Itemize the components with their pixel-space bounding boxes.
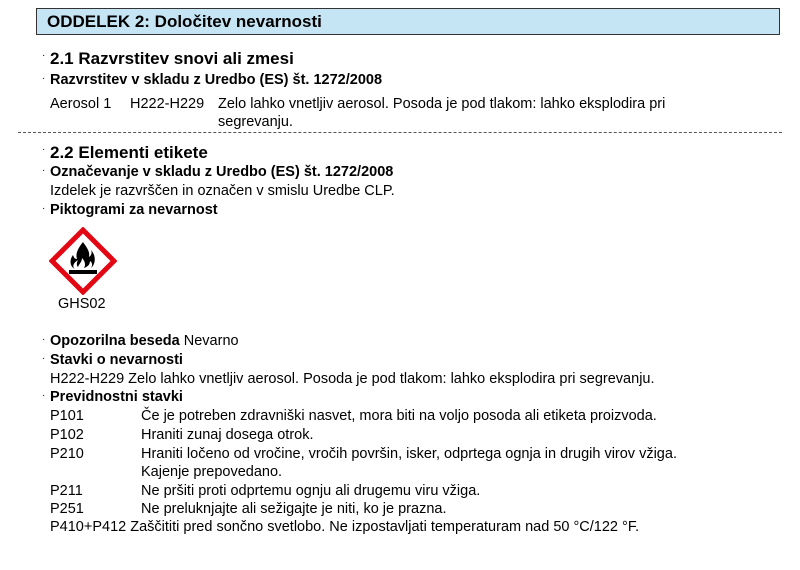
precaution-code: P251 xyxy=(50,501,84,517)
signal-word: Nevarno xyxy=(183,333,239,349)
bullet-dot: · xyxy=(42,334,46,345)
precaution-text: Hraniti zunaj dosega otrok. xyxy=(141,427,314,443)
bullet-dot: · xyxy=(42,144,46,155)
classification-codes: H222-H229 xyxy=(130,96,205,112)
signal-word-row xyxy=(50,333,239,349)
precaution-text: Ne preluknjajte ali sežigajte je niti, ko je prazna. xyxy=(141,501,447,517)
section-divider xyxy=(18,132,782,133)
precaution-text: Hraniti ločeno od vročine, vročih površin, isker, odprtega ognja in drugih virov vžiga. xyxy=(141,446,677,462)
section-header xyxy=(36,8,780,35)
classification-subheading: Razvrstitev v skladu z Uredbo (ES) št. 1272/2008 xyxy=(50,72,383,88)
classification-category: Aerosol 1 xyxy=(50,96,112,112)
bullet-dot: · xyxy=(42,390,46,401)
flame-pictogram-icon xyxy=(49,227,117,295)
bullet-dot: · xyxy=(42,165,46,176)
precaution-code: P102 xyxy=(50,427,84,443)
precaution-text: Če je potreben zdravniški nasvet, mora biti na voljo posoda ali etiketa proizvoda. xyxy=(141,408,657,424)
hazard-heading: Stavki o nevarnosti xyxy=(50,352,183,368)
precaution-heading: Previdnostni stavki xyxy=(50,389,183,405)
bullet-dot: · xyxy=(42,203,46,214)
labelling-text: Izdelek je razvrščen in označen v smislu Uredbe CLP. xyxy=(50,183,395,199)
precaution-text-cont: Kajenje prepovedano. xyxy=(141,464,283,480)
hazard-text: H222-H229 Zelo lahko vnetljiv aerosol. Posoda je pod tlakom: lahko eksplodira pri segrevanju. xyxy=(50,371,655,387)
signal-word-label: Opozorilna beseda xyxy=(50,333,180,349)
classification-text: Zelo lahko vnetljiv aerosol. Posoda je pod tlakom: lahko eksplodira pri xyxy=(218,96,666,112)
pictograms-heading: Piktogrami za nevarnost xyxy=(50,202,218,218)
precaution-combined: P410+P412 Zaščititi pred sončno svetlobo. Ne izpostavljati temperaturam nad 50 °C/122 °F. xyxy=(50,519,640,535)
section-title: ODDELEK 2: Določitev nevarnosti xyxy=(47,12,322,31)
pictogram-label: GHS02 xyxy=(58,296,106,312)
precaution-code: P101 xyxy=(50,408,84,424)
bullet-dot: · xyxy=(42,353,46,364)
precaution-code: P211 xyxy=(50,483,83,499)
classification-text-cont: segrevanju. xyxy=(218,114,293,130)
bullet-dot: · xyxy=(42,73,46,84)
heading-2-2: 2.2 Elementi etikete xyxy=(50,143,208,162)
precaution-text: Ne pršiti proti odprtemu ognju ali drugemu viru vžiga. xyxy=(141,483,481,499)
bullet-dot: · xyxy=(42,50,46,61)
labelling-heading: Označevanje v skladu z Uredbo (ES) št. 1272/2008 xyxy=(50,164,394,180)
precaution-code: P210 xyxy=(50,446,84,462)
heading-2-1: 2.1 Razvrstitev snovi ali zmesi xyxy=(50,49,294,68)
